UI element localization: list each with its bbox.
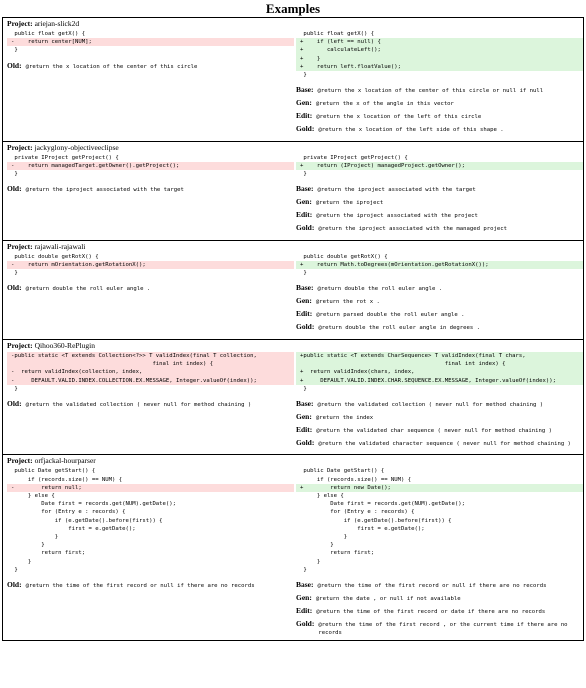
removed-code-line: - DEFAULT.VALID.INDEX.COLLECTION.EX.MESSAGE, Integer.valueOf(index)); <box>7 377 294 385</box>
old-version-column <box>7 29 294 138</box>
new-code-diff <box>296 253 583 278</box>
example-columns <box>7 351 579 452</box>
added-code-line: + return Math.toDegrees(mOrientation.getRotationX()); <box>296 261 583 269</box>
code-line: if (records.size() == NUM) { <box>300 476 412 483</box>
old-comment-list <box>7 581 294 594</box>
removed-code-line: - return mOrientation.getRotationX(); <box>7 261 294 269</box>
old-code-diff <box>7 467 294 573</box>
comment-edit <box>296 310 583 323</box>
project-heading <box>7 456 579 466</box>
comment-base <box>296 185 583 198</box>
comment-text: @return the time of the first record , or the current time if there are no records <box>318 621 571 636</box>
comment-label: Gen: <box>296 411 312 421</box>
example-columns <box>7 252 579 336</box>
code-line: public Date getStart() { <box>300 468 385 475</box>
code-line: first = e.getDate(); <box>300 525 425 532</box>
code-line: } <box>11 558 32 565</box>
project-label: Project: <box>7 19 33 28</box>
comment-base <box>296 400 583 413</box>
old-comment-list <box>7 400 294 413</box>
comment-label: Gold: <box>296 322 315 332</box>
code-line: } <box>11 533 59 540</box>
removed-code-line: - return center[NUM]; <box>7 38 294 46</box>
comment-label: Base: <box>296 579 314 589</box>
code-line: return first; <box>300 550 375 557</box>
comment-gold <box>296 620 583 637</box>
old-version-column <box>7 252 294 336</box>
code-line: } <box>11 47 18 54</box>
comment-text: @return the time of the first record or date if there are no records <box>316 608 546 615</box>
new-version-column <box>296 252 583 336</box>
code-line: if (e.getDate().before(first)) { <box>11 517 163 524</box>
code-line: Date first = records.get(NUM).getDate(); <box>11 501 177 508</box>
code-line: } <box>300 533 348 540</box>
added-code-line: + DEFAULT.VALID.INDEX.CHAR.SEQUENCE.EX.MESSAGE, Integer.valueOf(index)); <box>296 377 583 385</box>
code-line: } else { <box>300 493 344 499</box>
comment-label: Gold: <box>296 618 315 628</box>
comment-gen <box>296 297 583 310</box>
comment-text: @return parsed double the roll euler angle . <box>316 312 465 319</box>
comment-gold <box>296 125 583 138</box>
examples-table <box>2 17 584 641</box>
comment-label: Gold: <box>296 437 315 447</box>
old-code-diff <box>7 352 294 393</box>
comment-label: Gen: <box>296 592 312 602</box>
comment-text: @return the time of the first record or null if there are no records <box>25 582 255 589</box>
old-comment <box>7 400 294 413</box>
new-code-diff <box>296 352 583 393</box>
code-line: } <box>300 270 307 277</box>
comment-text: @return the x of the angle in this vector <box>315 101 454 108</box>
code-line: for (Entry e : records) { <box>11 509 126 516</box>
comment-text: @return the x location of the center of this circle or null if null <box>317 88 544 95</box>
code-line: } <box>11 171 18 178</box>
comment-text: @return the x location of the center of this circle <box>25 63 198 70</box>
old-comment <box>7 185 294 198</box>
new-code-diff <box>296 30 583 79</box>
old-version-column <box>7 351 294 452</box>
comment-text: @return the x location of the left of this circle <box>316 113 482 120</box>
added-code-line: + return validIndex(chars, index, <box>296 368 583 376</box>
added-code-line: +public static <T extends CharSequence> T validIndex(final T chars, <box>296 352 583 360</box>
page-title: Examples <box>265 1 321 16</box>
comment-label: Edit: <box>296 210 313 220</box>
removed-code-line: -public static <T extends Collection<?>> T validIndex(final T collection, <box>7 352 294 360</box>
project-heading <box>7 341 579 351</box>
comment-base <box>296 284 583 297</box>
comment-text: @return the iproject associated with the project <box>316 213 478 220</box>
comment-text: @return the date , or null if not available <box>315 595 461 602</box>
added-code-line: + } <box>296 55 583 63</box>
new-version-column <box>296 29 583 138</box>
comment-label: Edit: <box>296 309 313 319</box>
example-block <box>3 240 583 339</box>
new-version-column <box>296 351 583 452</box>
comment-text: @return double the roll euler angle in degrees . <box>318 325 480 332</box>
comment-base <box>296 581 583 594</box>
new-code-diff <box>296 467 583 573</box>
comment-text: @return double the roll euler angle . <box>317 286 443 293</box>
old-version-column <box>7 153 294 237</box>
comment-text: @return the validated char sequence ( never null for method chaining ) <box>316 427 553 434</box>
old-comment <box>7 581 294 594</box>
generated-comment-list <box>296 185 583 237</box>
old-comment <box>7 62 294 75</box>
comment-label: Old: <box>7 184 22 194</box>
code-line: } <box>300 71 307 78</box>
comment-gen <box>296 413 583 426</box>
project-name: jackyglony-objectiveeclipse <box>32 142 119 152</box>
comment-label: Old: <box>7 579 22 589</box>
added-code-line: final int index) { <box>296 360 583 368</box>
example-columns <box>7 153 579 237</box>
removed-code-line: - return null; <box>7 484 294 492</box>
code-line: } <box>300 385 307 392</box>
comment-text: @return the validated collection ( never null for method chaining ) <box>25 401 252 408</box>
code-line: public double getRotX() { <box>11 253 99 260</box>
code-line: } <box>300 558 321 565</box>
example-block <box>3 339 583 455</box>
code-line: private IProject getProject() { <box>300 154 408 161</box>
added-code-line: + if (left == null) { <box>296 38 583 46</box>
code-line: public float getX() { <box>300 31 375 37</box>
comment-label: Old: <box>7 60 22 70</box>
comment-base <box>296 86 583 99</box>
code-line: if (records.size() == NUM) { <box>11 476 123 483</box>
project-name: ariejan-slick2d <box>32 19 80 28</box>
example-block <box>3 141 583 240</box>
old-code-diff <box>7 154 294 179</box>
comment-text: @return the validated character sequence ( never null for method chaining ) <box>318 440 571 447</box>
code-line: } <box>11 385 18 392</box>
project-label: Project: <box>7 142 33 152</box>
comment-text: @return the x location of the left side of this shape . <box>318 126 504 133</box>
comment-label: Gen: <box>296 296 312 306</box>
comment-label: Base: <box>296 398 314 408</box>
code-line: first = e.getDate(); <box>11 525 136 532</box>
project-label: Project: <box>7 241 33 251</box>
comment-label: Old: <box>7 283 22 293</box>
old-version-column <box>7 466 294 636</box>
code-line: public Date getStart() { <box>11 468 96 475</box>
comment-gold <box>296 224 583 237</box>
comment-label: Base: <box>296 85 314 95</box>
comment-label: Edit: <box>296 424 313 434</box>
comment-text: @return double the roll euler angle . <box>25 286 151 293</box>
comment-label: Edit: <box>296 605 313 615</box>
code-line: public float getX() { <box>11 31 86 37</box>
old-comment-list <box>7 284 294 297</box>
removed-code-line: - return managedTarget.getOwner().getProject(); <box>7 162 294 170</box>
old-comment <box>7 284 294 297</box>
comment-label: Gold: <box>296 123 315 133</box>
old-comment-list <box>7 185 294 198</box>
project-heading <box>7 242 579 252</box>
example-columns <box>7 29 579 138</box>
comment-text: @return the index <box>315 414 374 421</box>
old-code-diff <box>7 30 294 55</box>
comment-label: Gen: <box>296 197 312 207</box>
code-line: } <box>11 542 45 549</box>
comment-label: Base: <box>296 283 314 293</box>
project-label: Project: <box>7 456 33 466</box>
comment-text: @return the iproject <box>315 200 384 207</box>
comment-label: Base: <box>296 184 314 194</box>
comment-label: Edit: <box>296 110 313 120</box>
project-name: rajawali-rajawali <box>32 241 86 251</box>
comment-label: Gold: <box>296 222 315 232</box>
project-label: Project: <box>7 340 33 350</box>
comment-text: @return the iproject associated with the managed project <box>318 225 507 232</box>
project-heading <box>7 19 579 29</box>
new-version-column <box>296 466 583 636</box>
code-line: if (e.getDate().before(first)) { <box>300 517 452 524</box>
added-code-line: + calculateLeft(); <box>296 46 583 54</box>
added-code-line: + return new Date(); <box>296 484 583 492</box>
comment-text: @return the validated collection ( never null for method chaining ) <box>317 401 544 408</box>
code-line: return first; <box>11 550 86 557</box>
example-block <box>3 18 583 141</box>
new-version-column <box>296 153 583 237</box>
comment-gen <box>296 198 583 211</box>
code-line: } <box>300 566 307 573</box>
removed-code-line: - return validIndex(collection, index, <box>7 368 294 376</box>
comment-gen <box>296 99 583 112</box>
example-block <box>3 454 583 639</box>
code-line: } else { <box>11 493 55 499</box>
project-name: Qihoo360-RePlugin <box>32 340 95 350</box>
added-code-line: + return left.floatValue(); <box>296 63 583 71</box>
code-line: } <box>11 566 18 573</box>
comment-edit <box>296 211 583 224</box>
added-code-line: + return (IProject) managedProject.getOwner(); <box>296 162 583 170</box>
comment-edit <box>296 426 583 439</box>
code-line: } <box>300 542 334 549</box>
generated-comment-list <box>296 400 583 452</box>
comment-text: @return the rot x . <box>315 299 380 306</box>
comment-edit <box>296 112 583 125</box>
generated-comment-list <box>296 581 583 637</box>
code-line: } <box>300 171 307 178</box>
comment-gold <box>296 439 583 452</box>
comment-label: Old: <box>7 398 22 408</box>
code-line: for (Entry e : records) { <box>300 509 415 516</box>
code-line: public double getRotX() { <box>300 253 388 260</box>
old-code-diff <box>7 253 294 278</box>
comment-edit <box>296 607 583 620</box>
code-line: private IProject getProject() { <box>11 154 119 161</box>
code-line: Date first = records.get(NUM).getDate(); <box>300 501 466 508</box>
comment-gen <box>296 594 583 607</box>
new-code-diff <box>296 154 583 179</box>
comment-text: @return the iproject associated with the target <box>317 187 476 194</box>
example-columns <box>7 466 579 636</box>
project-heading <box>7 143 579 153</box>
removed-code-line: final int index) { <box>7 360 294 368</box>
comment-label: Gen: <box>296 98 312 108</box>
generated-comment-list <box>296 86 583 138</box>
comment-text: @return the time of the first record or null if there are no records <box>317 582 547 589</box>
project-name: orfjackal-hourparser <box>32 456 96 466</box>
old-comment-list <box>7 62 294 75</box>
generated-comment-list <box>296 284 583 336</box>
comment-text: @return the iproject associated with the target <box>25 187 184 194</box>
comment-gold <box>296 323 583 336</box>
code-line: } <box>11 270 18 277</box>
